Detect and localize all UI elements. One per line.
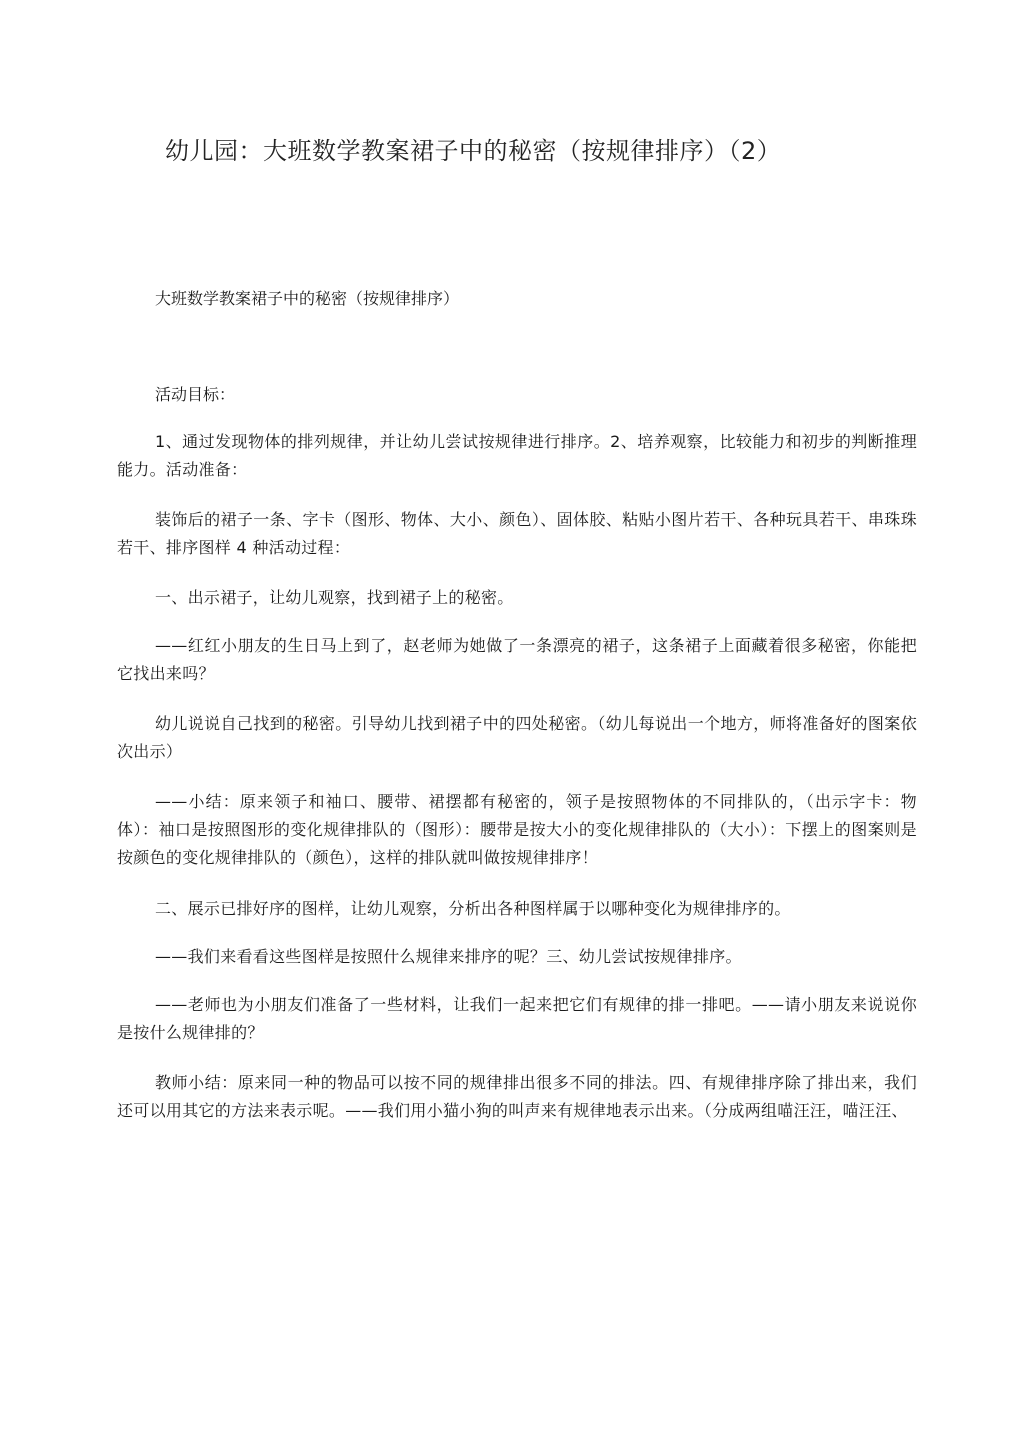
goals-heading: 活动目标： bbox=[155, 385, 236, 404]
paragraph-goals: 1、通过发现物体的排列规律，并让幼儿尝试按规律进行排序。2、培养观察，比较能力和初步的判断推理能力。活动准备： bbox=[117, 432, 917, 479]
paragraph-dress-intro: ——红红小朋友的生日马上到了，赵老师为她做了一条漂亮的裙子，这条裙子上面藏着很多秘密，你能把它找出来吗？ bbox=[117, 636, 917, 683]
paragraph-step-two: 二、展示已排好序的图样，让幼儿观察，分析出各种图样属于以哪种变化为规律排序的。 bbox=[155, 899, 791, 918]
paragraph-step-three: ——我们来看看这些图样是按照什么规律来排序的呢？三、幼儿尝试按规律排序。 bbox=[155, 947, 742, 966]
paragraph-materials: ——老师也为小朋友们准备了一些材料，让我们一起来把它们有规律的排一排吧。——请小朋友来说说你是按什么规律排的？ bbox=[117, 995, 917, 1042]
document-subtitle: 大班数学教案裙子中的秘密（按规律排序） bbox=[155, 289, 460, 308]
paragraph-step-one: 一、出示裙子，让幼儿观察，找到裙子上的秘密。 bbox=[155, 588, 514, 607]
document-title: 幼儿园：大班数学教案裙子中的秘密（按规律排序）（2） bbox=[165, 137, 782, 165]
paragraph-children-find: 幼儿说说自己找到的秘密。引导幼儿找到裙子中的四处秘密。（幼儿每说出一个地方，师将准备好的图案依次出示） bbox=[117, 714, 917, 761]
paragraph-preparation: 装饰后的裙子一条、字卡（图形、物体、大小、颜色）、固体胶、粘贴小图片若干、各种玩具若干、串珠珠若干、排序图样 4 种活动过程： bbox=[117, 510, 917, 557]
paragraph-summary-one: ——小结：原来领子和袖口、腰带、裙摆都有秘密的，领子是按照物体的不同排队的，（出示字卡：物体）：袖口是按照图形的变化规律排队的（图形）：腰带是按大小的变化规律排队的（大小）：下摆上的图案则是按颜色的变化规律排队的（颜色），这样的排队就叫做按规律排序！ bbox=[117, 792, 917, 867]
paragraph-teacher-summary: 教师小结：原来同一种的物品可以按不同的规律排出很多不同的排法。四、有规律排序除了排出来，我们还可以用其它的方法来表示呢。——我们用小猫小狗的叫声来有规律地表示出来。（分成两组喵汪汪，喵汪汪、 bbox=[117, 1073, 917, 1120]
